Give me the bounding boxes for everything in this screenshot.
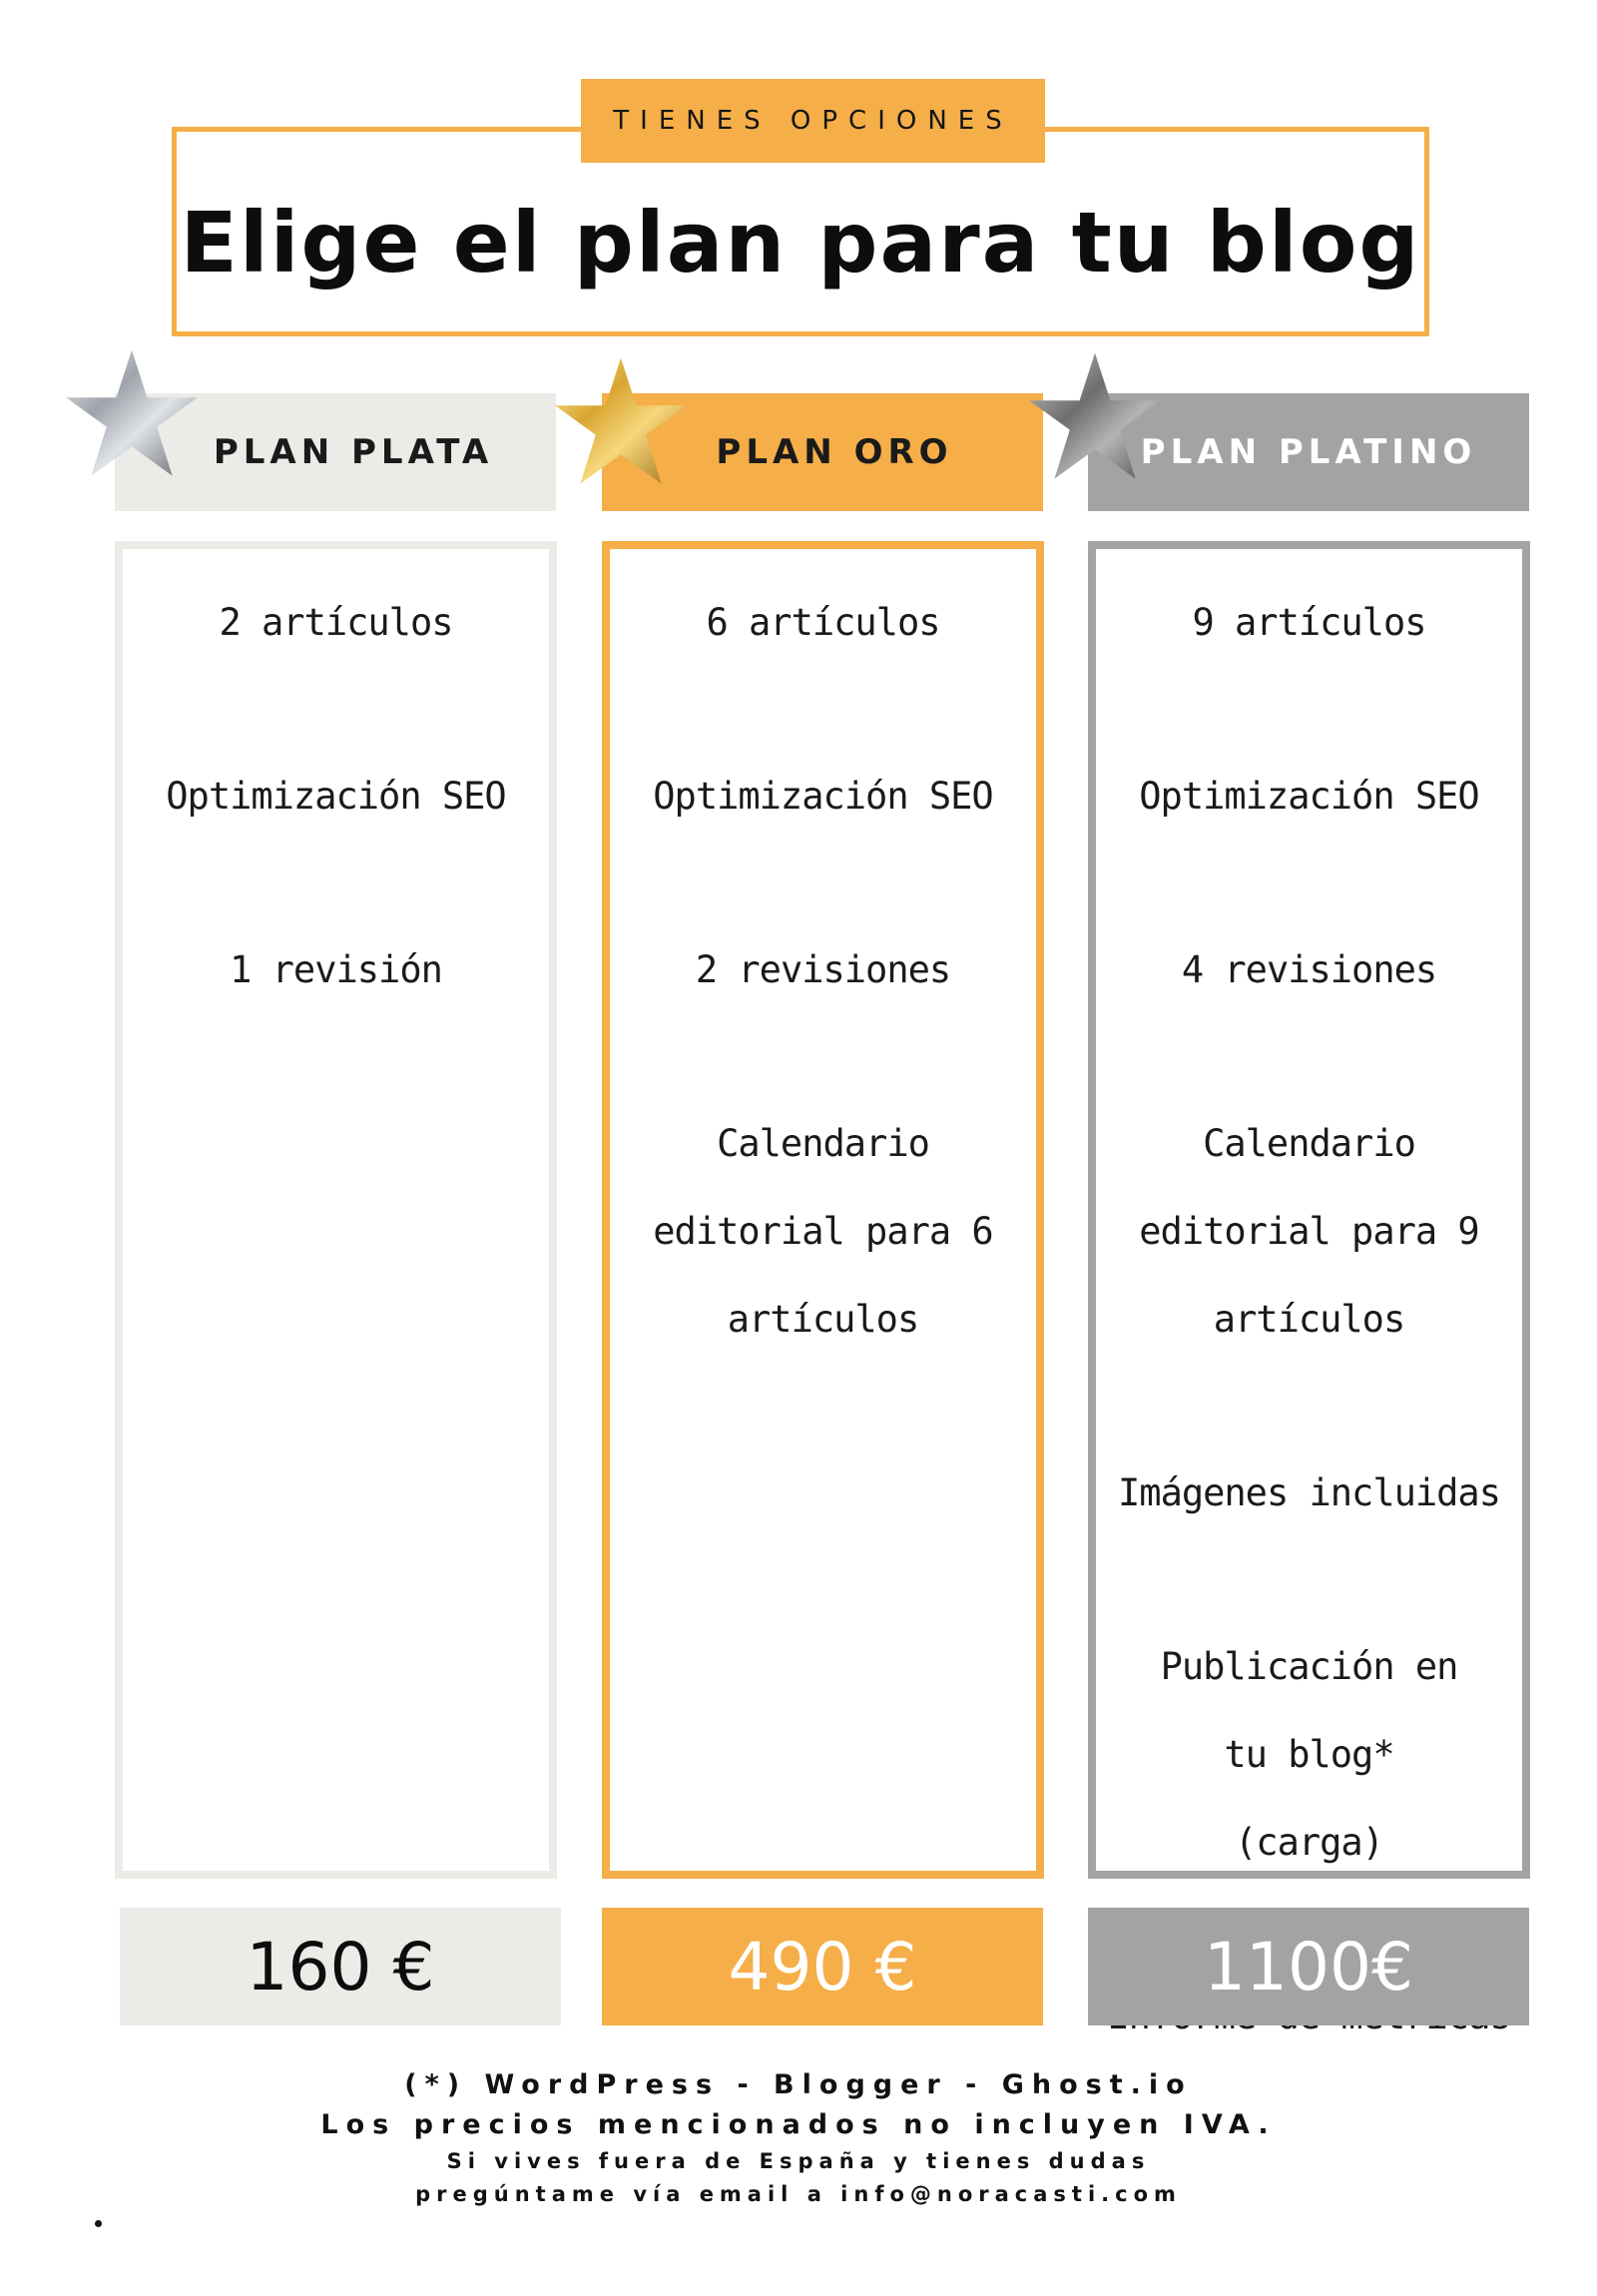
feature-item: Publicación en tu blog* (carga): [1160, 1645, 1458, 1864]
feature-item: 4 revisiones: [1181, 948, 1437, 991]
eyebrow-label: TIENES OPCIONES: [581, 79, 1045, 163]
plan-platino-features: [1088, 541, 1530, 1879]
feature-item: Optimización SEO: [1139, 775, 1479, 818]
feature-item: Optimización SEO: [166, 775, 506, 818]
footer-contact: pregúntame vía email a info@noracasti.com: [415, 2182, 1182, 2206]
feature-item: 1 revisión: [230, 948, 442, 991]
page-title: Elige el plan para tu blog: [180, 194, 1421, 291]
feature-item: Calendario editorial para 9 artículos: [1139, 1122, 1479, 1341]
gold-star-icon: [551, 352, 691, 492]
feature-item: 6 artículos: [706, 601, 940, 644]
silver-star-icon: [62, 344, 202, 484]
plan-oro-price: 490 €: [602, 1908, 1043, 2025]
feature-item: Optimización SEO: [653, 775, 993, 818]
feature-item: 2 artículos: [219, 601, 453, 644]
plan-oro-features: [602, 541, 1044, 1879]
feature-item: 9 artículos: [1192, 601, 1426, 644]
plan-platino-price: 1100€: [1088, 1908, 1529, 2025]
plan-platino-name: PLAN PLATINO: [1140, 432, 1477, 472]
footer-abroad-note: Si vives fuera de España y tienes dudas: [446, 2149, 1151, 2173]
feature-item: Imágenes incluidas: [1118, 1471, 1500, 1514]
feature-item: 2 revisiones: [695, 948, 951, 991]
platinum-star-icon: [1025, 347, 1165, 487]
bullet-dot: [95, 2220, 102, 2227]
plan-plata-price: 160 €: [120, 1908, 561, 2025]
footer-tax-note: Los precios mencionados no incluyen IVA.: [320, 2109, 1277, 2140]
footer-platforms: (*) WordPress - Blogger - Ghost.io: [404, 2069, 1193, 2100]
feature-item: Calendario editorial para 6 artículos: [653, 1122, 993, 1341]
plan-oro-name: PLAN ORO: [716, 432, 953, 472]
plan-plata-features: [115, 541, 557, 1879]
plan-plata-name: PLAN PLATA: [213, 432, 494, 472]
